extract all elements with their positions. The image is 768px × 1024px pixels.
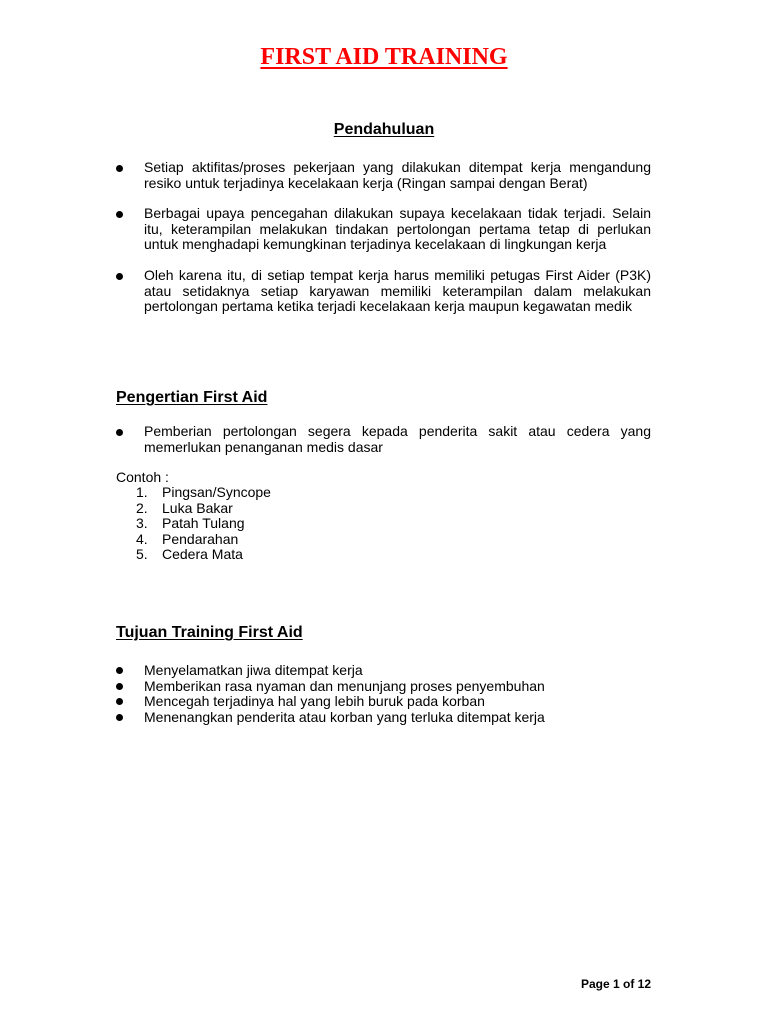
section-heading-pendahuluan: Pendahuluan [333,121,435,138]
list-text: Pendarahan [162,530,239,547]
list-item [116,663,651,679]
bullet-text: Berbagai upaya pencegahan dilakukan supaya kecelakaan tidak terjadi. Selain itu, keterampilan melakukan tindakan pertolongan pertama tetap di perlukan untuk menghadapi kemungkinan terjadinya kecelakaan di lingkungan kerja [144,205,651,252]
list-item [136,501,271,517]
contoh-list [136,485,271,563]
bullet-item [116,160,651,191]
list-text: Menenangkan penderita atau korban yang terluka ditempat kerja [144,708,545,725]
contoh-label: Contoh : [116,469,169,485]
page-number: Page 1 of 12 [580,977,651,991]
bullet-text: Oleh karena itu, di setiap tempat kerja harus memiliki petugas First Aider (P3K) atau setidaknya setiap karyawan memiliki keterampilan dalam melakukan pertolongan pertama ketika terjadi kecelakaan kerja maupun kegawatan medik [144,267,651,314]
list-text: Cedera Mata [162,546,243,562]
list-item [136,532,271,548]
list-item [116,710,651,726]
section-heading-tujuan: Tujuan Training First Aid [116,624,303,641]
list-text: Menyelamatkan jiwa ditempat kerja [144,662,363,678]
bullet-dot-icon [116,273,123,280]
bullet-item [116,424,651,455]
list-text: Mencegah terjadinya hal yang lebih buruk pada korban [144,693,485,709]
list-text: Patah Tulang [162,515,245,531]
list-item [136,485,271,501]
tujuan-list [116,663,651,725]
bullet-item [116,268,651,315]
bullet-dot-icon [116,211,123,218]
list-number: 2. [136,499,148,516]
bullet-dot-icon [116,683,123,690]
list-text: Luka Bakar [162,499,233,516]
list-item [136,547,271,563]
bullet-dot-icon [116,667,123,674]
bullet-text: Setiap aktifitas/proses pekerjaan yang dilakukan ditempat kerja mengandung resiko untuk terjadinya kecelakaan kerja (Ringan sampai dengan Berat) [144,159,651,191]
bullet-dot-icon [116,698,123,705]
bullet-dot-icon [116,165,123,172]
document-title: FIRST AID TRAINING [260,44,508,70]
list-text: Memberikan rasa nyaman dan menunjang proses penyembuhan [144,677,545,694]
section-heading-pengertian: Pengertian First Aid [116,389,268,406]
bullet-dot-icon [116,429,123,436]
list-item [116,694,651,710]
bullet-item [116,206,651,253]
list-text: Pingsan/Syncope [162,484,271,500]
list-number: 4. [136,530,148,547]
bullet-text: Pemberian pertolongan segera kepada penderita sakit atau cedera yang memerlukan penanganan medis dasar [144,423,651,455]
list-item [136,516,271,532]
bullet-dot-icon [116,714,123,721]
list-number: 3. [136,515,148,531]
list-number: 5. [136,546,148,562]
list-number: 1. [136,484,148,500]
list-item [116,679,651,695]
